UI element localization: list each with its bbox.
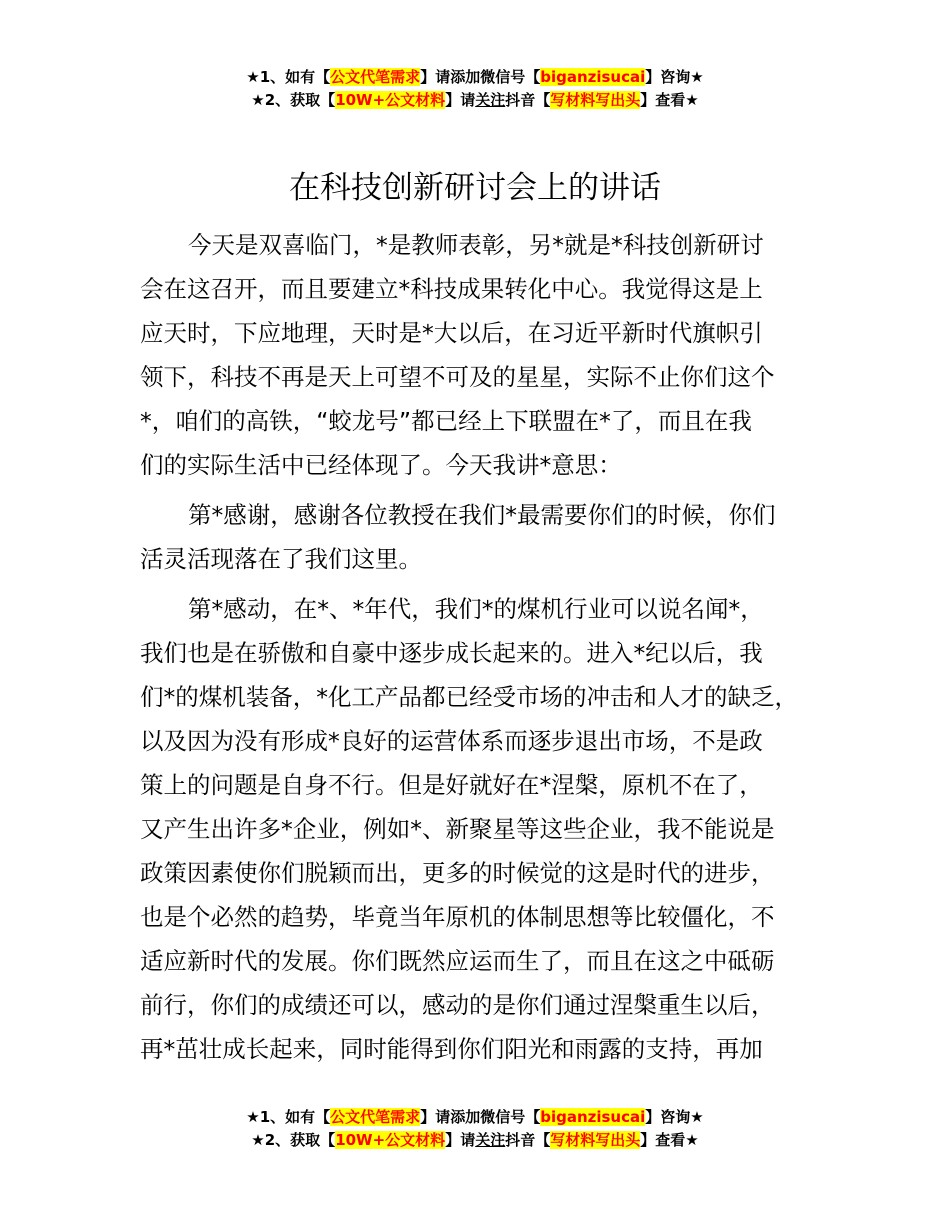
banner-wechat-id: biganzisucai [540,68,646,86]
paragraph-line: 们的实际生活中已经体现了。今天我讲*意思： [140,451,622,479]
paragraph-line: 以及因为没有形成*良好的运营体系而逐步退出市场，不是政 [140,727,763,755]
footer-banner-line-2 [0,1129,950,1152]
header-banner-line-2 [0,89,950,112]
paragraph-line: 再*茁壮成长起来，同时能得到你们阳光和雨露的支持，再加 [140,1035,763,1063]
paragraph-line: *，咱们的高铁，“蛟龙号”都已经上下联盟在*了，而且在我 [140,407,752,435]
banner-highlight: 10W+公文材料 [335,1131,446,1149]
paragraph-line: 领下，科技不再是天上可望不可及的星星，实际不止你们这个 [140,363,775,391]
banner-text: 】咨询★ [645,1108,704,1126]
banner-highlight: 公文代笔需求 [330,1108,421,1126]
paragraph-line: 适应新时代的发展。你们既然应运而生了，而且在这之中砥砺 [140,947,775,975]
banner-highlight: 写材料写出头 [550,1131,641,1149]
paragraph-line: 我们也是在骄傲和自豪中逐步成长起来的。进入*纪以后，我 [140,639,763,667]
paragraph-line: 前行，你们的成绩还可以，感动的是你们通过涅槃重生以后， [140,991,775,1019]
banner-text: ★1、如有【 [246,68,331,86]
banner-text: 抖音【 [505,1131,551,1149]
banner-text: 】请 [445,1131,476,1149]
banner-text: ★1、如有【 [246,1108,331,1126]
paragraph-1 [140,223,830,487]
banner-highlight: 10W+公文材料 [335,91,446,109]
banner-text: 抖音【 [505,91,551,109]
banner-text: ★2、获取【 [251,1131,336,1149]
paragraph-line: 应天时，下应地理，天时是*大以后，在习近平新时代旗帜引 [140,319,763,347]
paragraph-line: 第*感谢，感谢各位教授在我们*最需要你们的时候，你们 [188,501,776,529]
banner-underline: 关注 [475,91,506,109]
paragraph-3 [140,587,830,1071]
banner-text: 】请 [445,91,476,109]
paragraph-line: 政策因素使你们脱颖而出，更多的时候觉的这是时代的进步， [140,859,775,887]
paragraph-line: 也是个必然的趋势，毕竟当年原机的体制思想等比较僵化，不 [140,903,775,931]
banner-text: 】请添加微信号【 [420,1108,541,1126]
banner-wechat-id: biganzisucai [540,1108,646,1126]
paragraph-line: 活灵活现落在了我们这里。 [140,545,422,573]
banner-text: 】查看★ [640,91,699,109]
banner-highlight: 写材料写出头 [550,91,641,109]
banner-highlight: 公文代笔需求 [330,68,421,86]
banner-underline: 关注 [475,1131,506,1149]
banner-text: 】咨询★ [645,68,704,86]
paragraph-line: 们*的煤机装备，*化工产品都已经受市场的冲击和人才的缺乏， [140,683,798,711]
document-body [140,223,830,1077]
footer-banner [0,1106,950,1152]
paragraph-line: 会在这召开，而且要建立*科技成果转化中心。我觉得这是上 [140,275,763,303]
paragraph-line: 今天是双喜临门，*是教师表彰，另*就是*科技创新研讨 [188,231,764,259]
header-banner [0,66,950,112]
banner-text: 】查看★ [640,1131,699,1149]
paragraph-line: 又产生出许多*企业，例如*、新聚星等这些企业，我不能说是 [140,815,775,843]
banner-text: ★2、获取【 [251,91,336,109]
footer-banner-line-1 [0,1106,950,1129]
paragraph-2 [140,493,830,581]
header-banner-line-1 [0,66,950,89]
paragraph-line: 第*感动，在*、*年代，我们*的煤机行业可以说名闻*， [188,595,764,623]
banner-text: 】请添加微信号【 [420,68,541,86]
document-title: 在科技创新研讨会上的讲话 [289,170,661,206]
paragraph-line: 策上的问题是自身不行。但是好就好在*涅槃，原机不在了， [140,771,763,799]
